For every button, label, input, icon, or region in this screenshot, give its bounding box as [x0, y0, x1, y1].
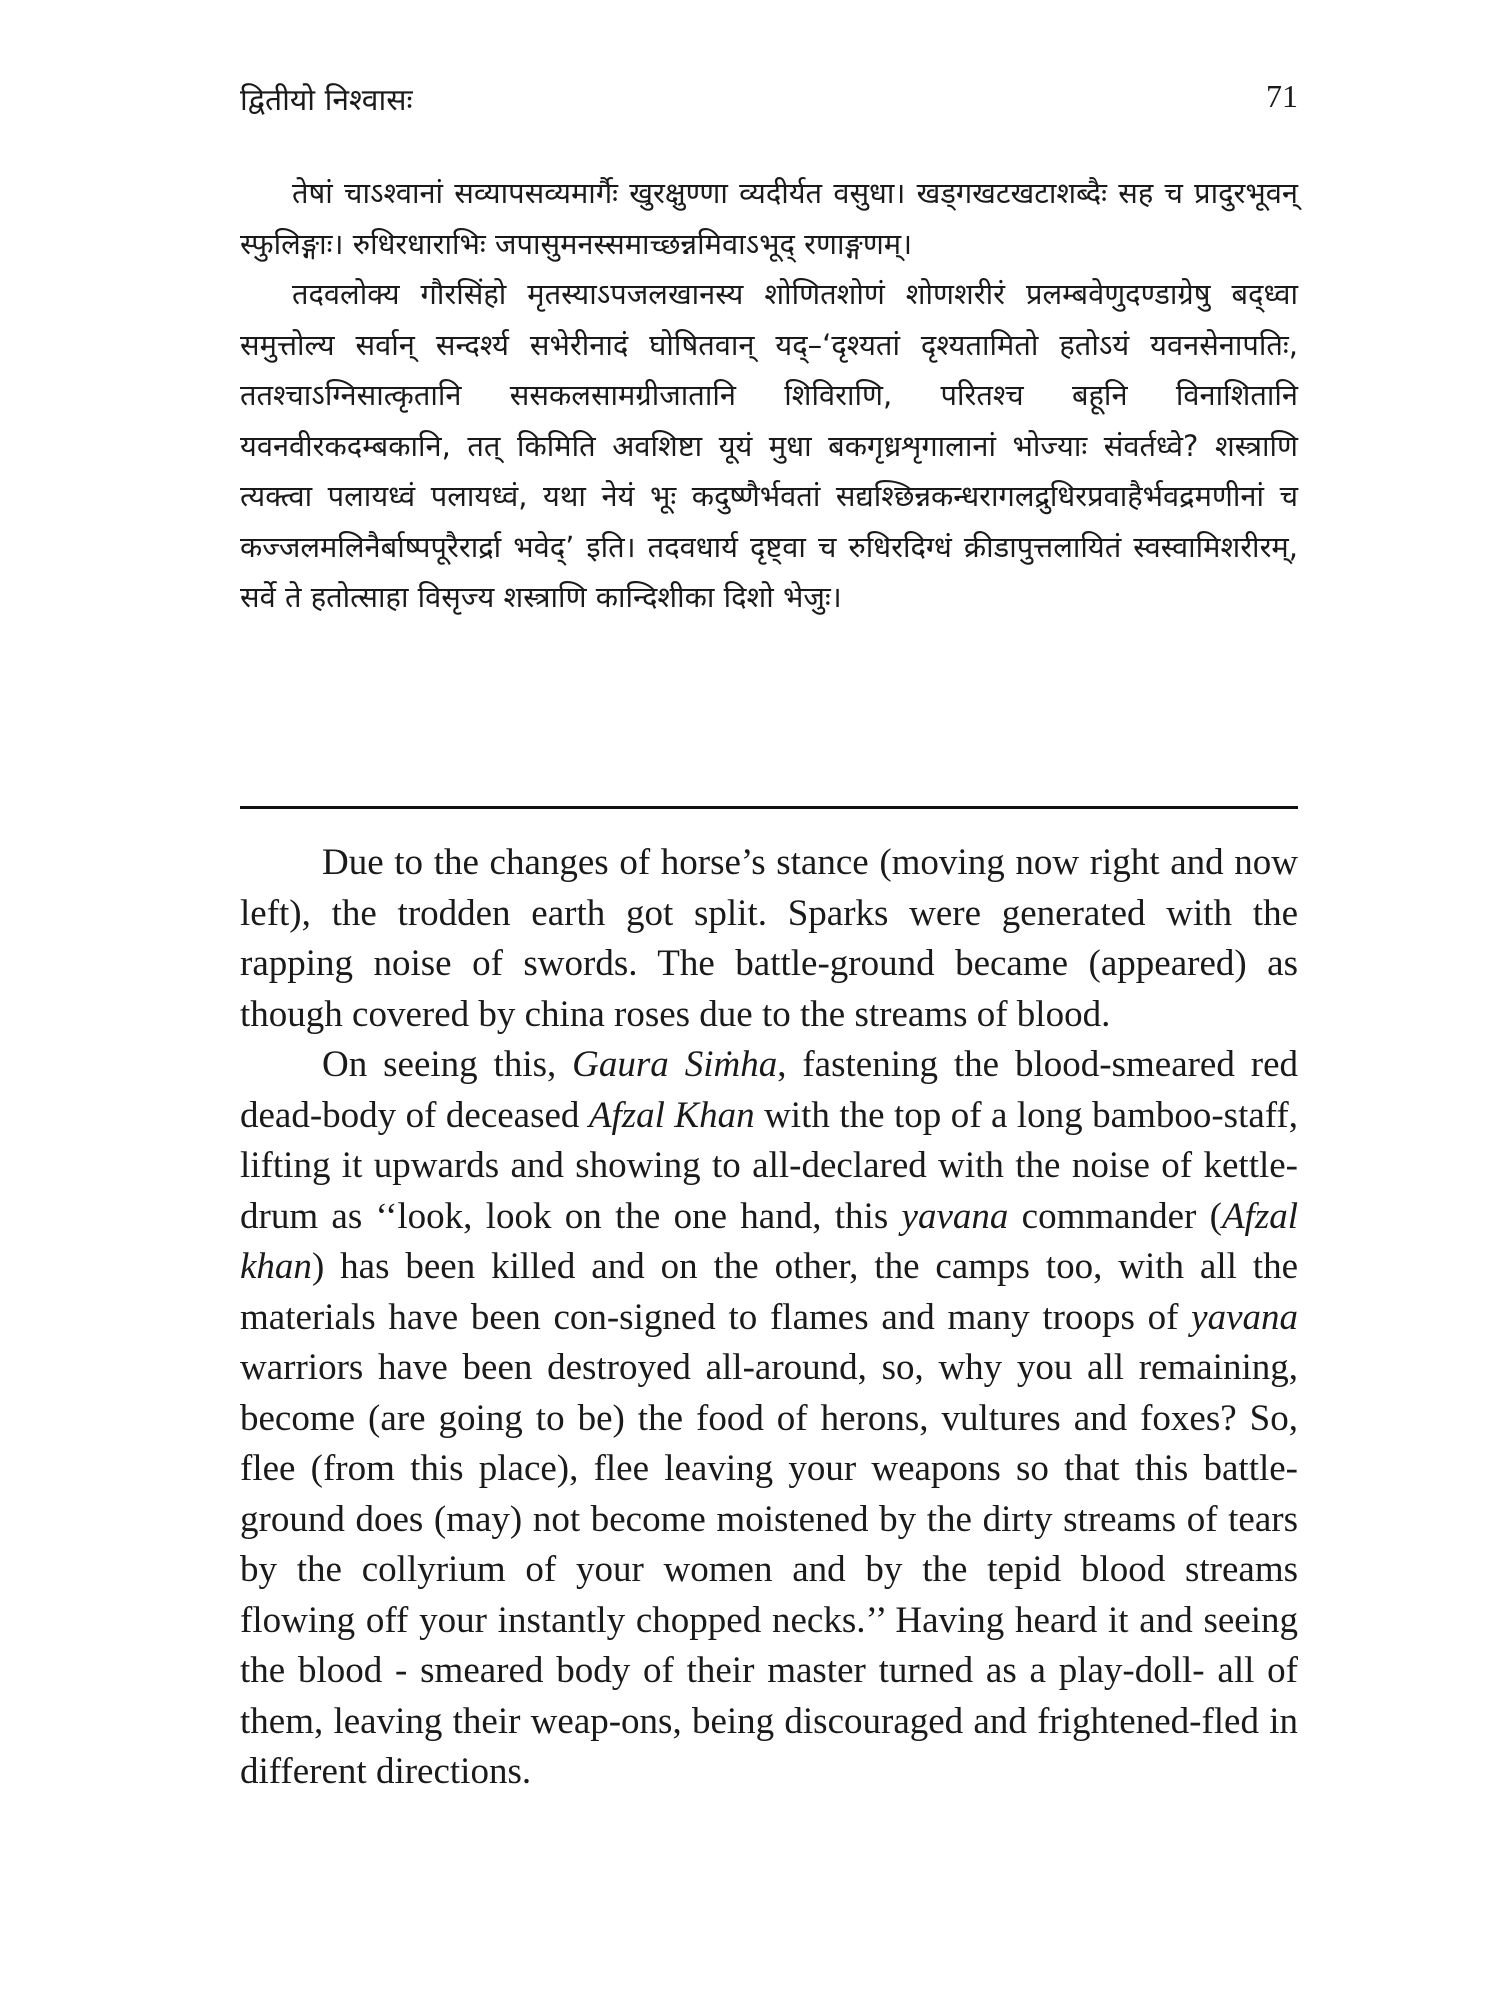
english-paragraph-2	[240, 1040, 1298, 1798]
text-run: warriors have been destroyed all-around, so, why you all remaining, become (are going to be) the food of herons, vultures and foxes? So, flee (from this place), flee leaving your weapons so that this battle-ground does (may) not become moistened by the dirty streams of tears by the collyrium of your women and by the tepid blood streams flowing off your instantly chopped necks.’’ Having heard it and seeing the blood - smeared body of their master turned as a play-doll- all of them, leaving their weap-ons, being discouraged and frightened-fled in different directions.	[240, 1347, 1298, 1792]
english-paragraph-1: Due to the changes of horse’s stance (moving now right and now left), the trodden earth got split. Sparks were generated with the rapping noise of swords. The battle-ground became (appeared) as though covered by china roses due to the streams of blood.	[240, 842, 1298, 1035]
page-number: 71	[1266, 78, 1298, 114]
person-name: Afzal khan	[240, 1195, 1298, 1287]
term: yavana	[1191, 1296, 1298, 1338]
sanskrit-paragraph-2: तदवलोक्य गौरसिंहो मृतस्याऽपजलखानस्य शोणितशोणं शोणशरीरं प्रलम्बवेणुदण्डाग्रेषु बद्ध्वा समुत्तोल्य सर्वान् सन्दर्श्य सभेरीनादं घोषितवान् यद्–‘दृश्यतां दृश्यतामितो हतोऽयं यवनसेनापतिः, ततश्चाऽग्निसात्कृतानि ससकलसामग्रीजातानि शिविराणि, परितश्च बहूनि विनाशितानि यवनवीरकदम्बकानि, तत् किमिति अवशिष्टा यूयं मुधा बकगृध्रशृगालानां भोज्याः संवर्तध्वे? शस्त्राणि त्यक्त्वा पलायध्वं पलायध्वं, यथा नेयं भूः कदुष्णैर्भवतां सद्यश्छिन्नकन्धरागलद्रुधिरप्रवाहैर्भवद्रमणीनां च कज्जलमलिनैर्बाष्पपूरैरार्द्रा भवेद्’ इति। तदवधार्य दृष्ट्वा च रुधिरदिग्धं क्रीडापुत्तलायितं स्वस्वामिशरीरम्, सर्वे ते हतोत्साहा विसृज्य शस्त्राणि कान्दिशीका दिशो भेजुः।	[240, 277, 1298, 614]
chapter-title: द्वितीयो निश्वासः	[240, 83, 413, 118]
term: yavana	[901, 1195, 1009, 1237]
sanskrit-paragraph-1: तेषां चाऽश्वानां सव्यापसव्यमार्गैः खुरक्षुण्णा व्यदीर्यत वसुधा। खड्गखटखटाशब्दैः सह च प्रादुरभूवन् स्फुलिङ्गाः। रुधिरधाराभिः जपासुमनस्समाच्छन्नमिवाऽभूद् रणाङ्गणम्।	[240, 176, 1298, 261]
text-run: On seeing this,	[322, 1044, 573, 1085]
running-head	[240, 70, 1298, 130]
person-name: Gaura Siṁha	[572, 1044, 778, 1085]
section-divider	[240, 806, 1298, 809]
text-run: ) has been killed and on the other, the camps too, with all the materials have been con-signed to flames and many troops of	[240, 1246, 1298, 1338]
sanskrit-text	[240, 168, 1298, 623]
english-translation	[240, 838, 1298, 1798]
text-run: , fastening the blood-smeared red dead-body of deceased	[240, 1044, 1299, 1136]
text-run: commander (	[1008, 1195, 1222, 1237]
text-run: with the top of a long bamboo-staff, lifting it upwards and showing to all-declared with the noise of kettle-drum as ‘‘look, look on the one hand, this	[240, 1094, 1298, 1237]
person-name: Afzal Khan	[588, 1094, 755, 1136]
